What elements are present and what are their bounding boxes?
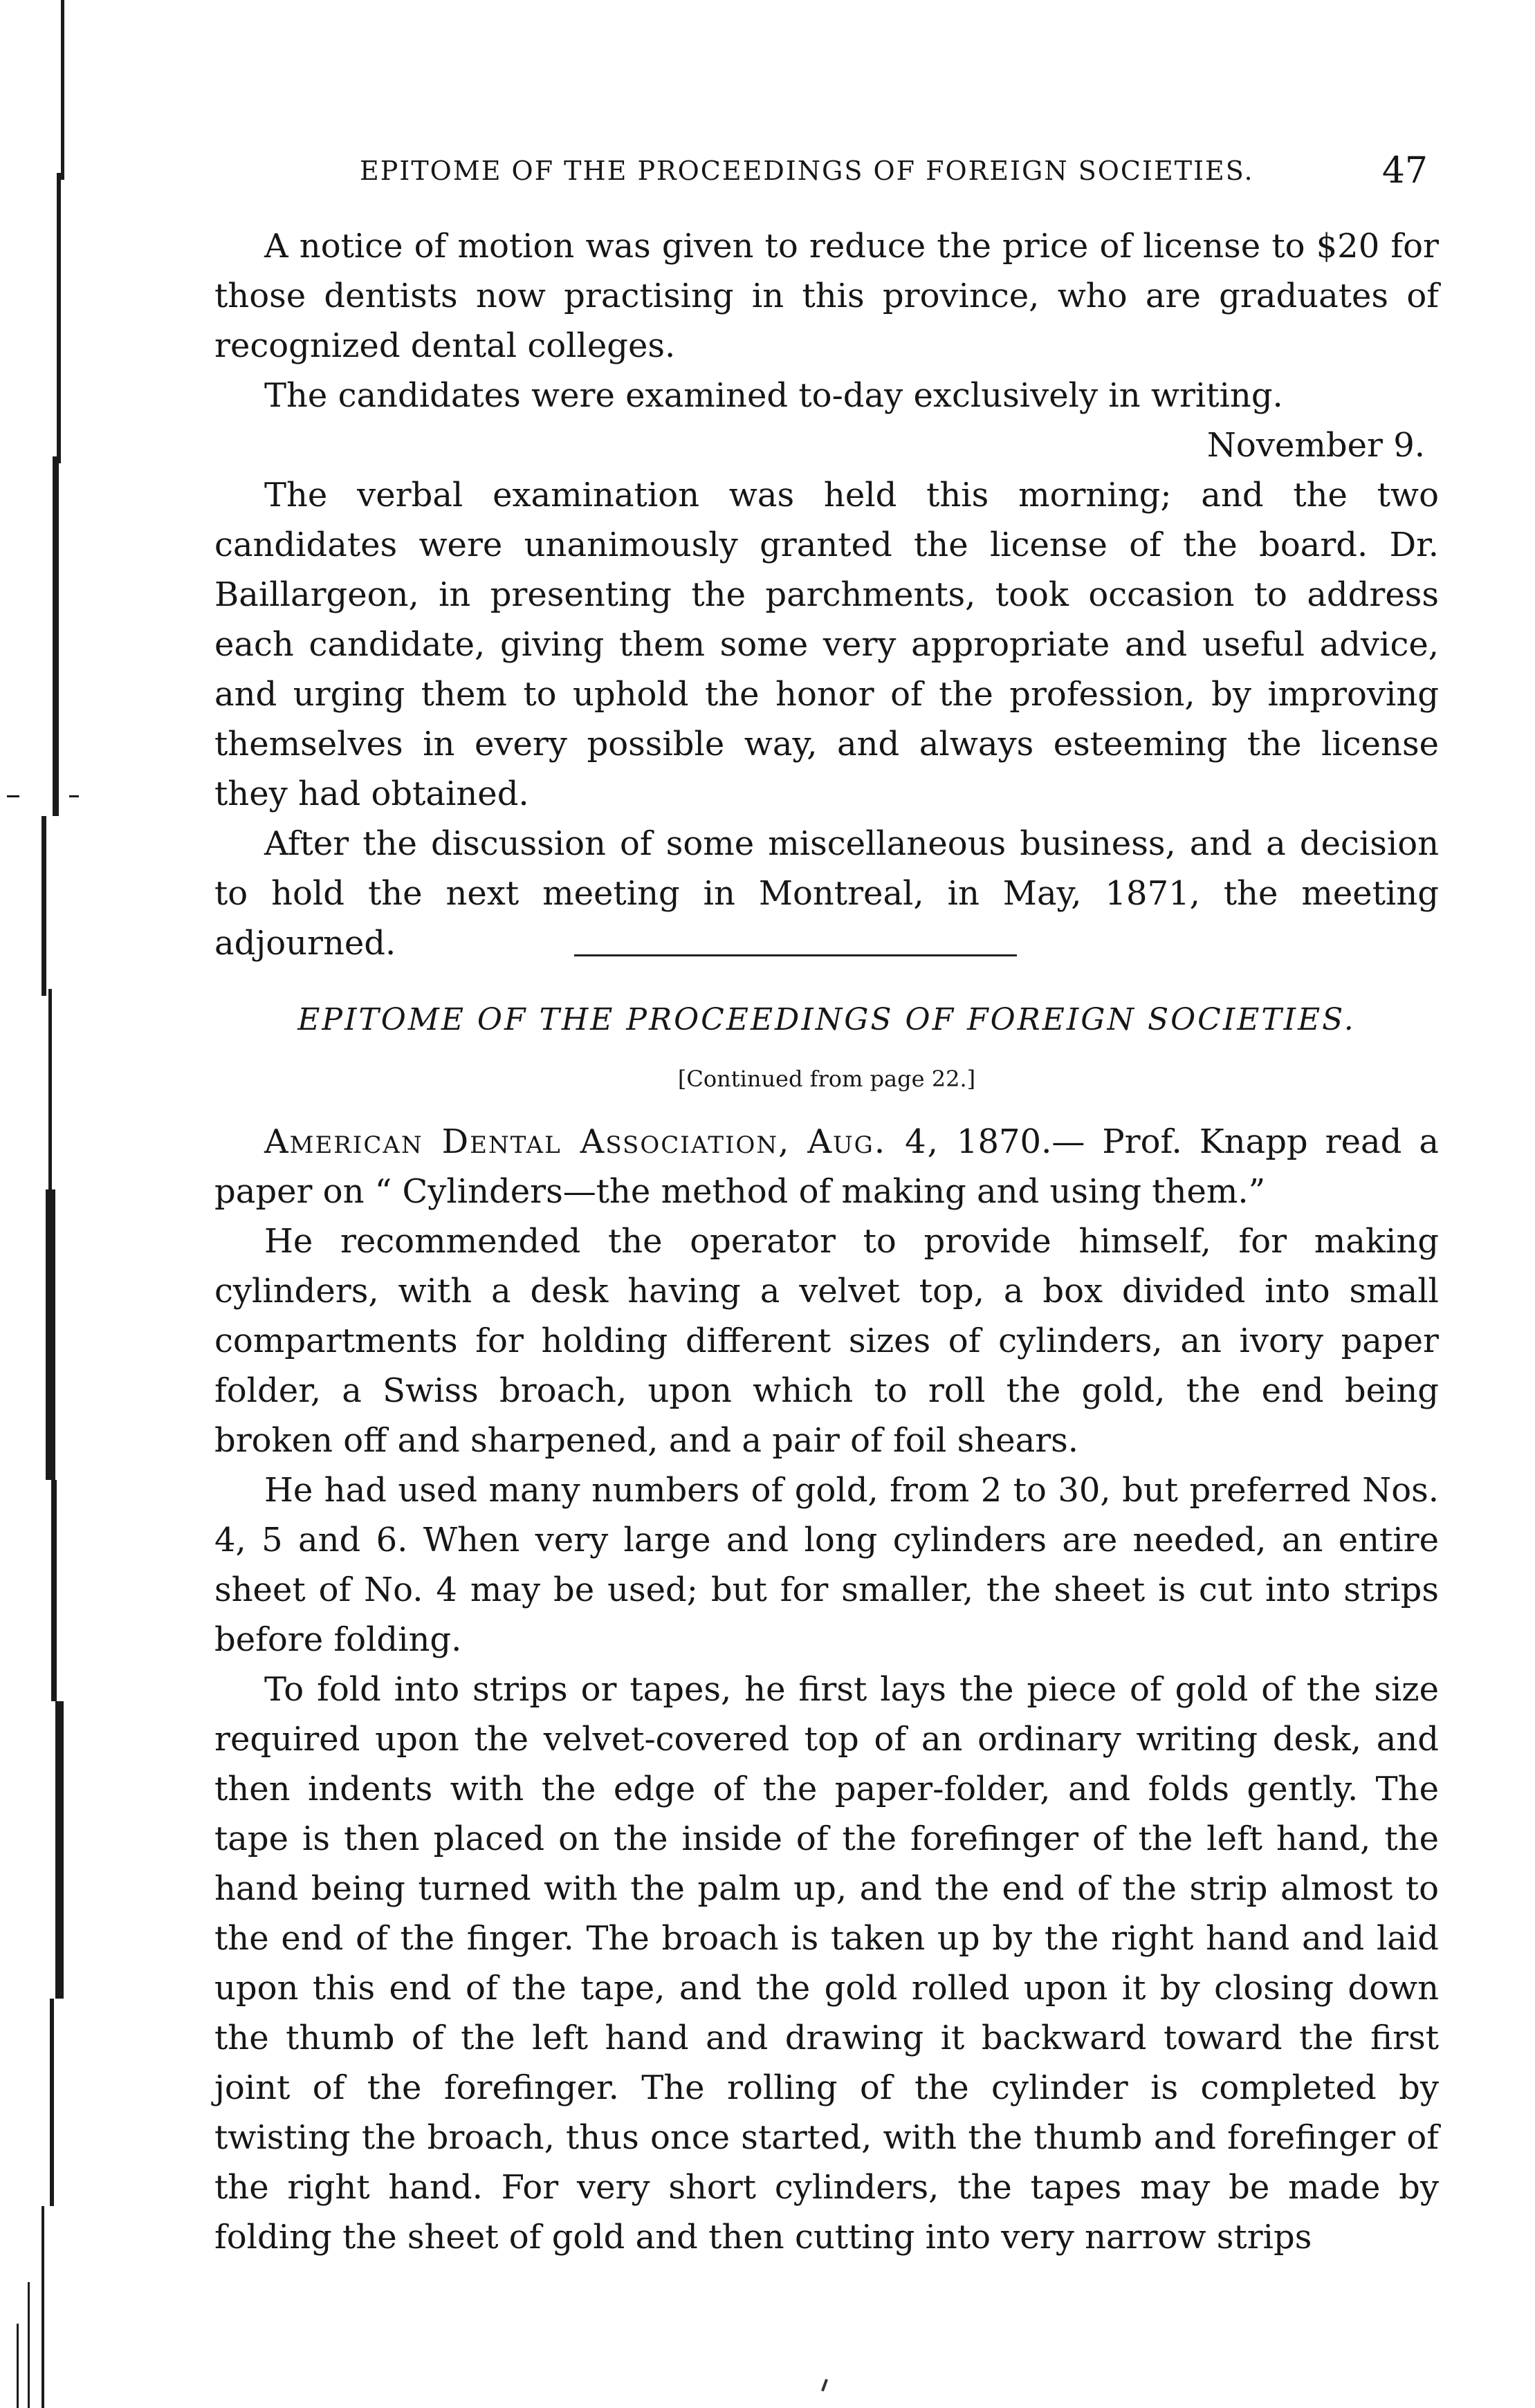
scanned-binding-edge <box>0 0 83 2408</box>
section-heading: EPITOME OF THE PROCEEDINGS OF FOREIGN SOCIETIES. <box>297 1002 1356 1037</box>
paragraph: The verbal examination was held this morning; and the two candidates were unanimously granted the license of the board. Dr. Baillargeon, in presenting the parchments, took occasion to address each candidate, giving them some very appropriate and useful advice, and urging them to uphold the honor of the profession, by improving themselves in every possible way, and always esteeming the license they had obtained. <box>214 476 1439 813</box>
scan-mark <box>821 2379 828 2391</box>
lead-text: 1870.— Prof. Knapp read a paper on “ Cylinders—the method of making and using them.” <box>214 1122 1439 1211</box>
section2-text <box>214 1117 1439 2262</box>
dateline: November 9. <box>1206 426 1425 465</box>
paragraph: After the discussion of some miscellaneous business, and a decision to hold the next meeting in Montreal, in May, 1871, the meeting adjourned. <box>214 824 1439 963</box>
lead-paragraph <box>214 1117 1439 1216</box>
paragraph: The candidates were examined to-day exclusively in writing. <box>264 376 1283 415</box>
paragraph: To fold into strips or tapes, he first lays the piece of gold of the size required upon the velvet-covered top of an ordinary writing desk, and then indents with the edge of the paper-folder, and folds gently. The tape is then placed on the inside of the forefinger of the left hand, the hand being turned with the palm up, and the end of the strip almost to the end of the finger. The broach is taken up by the right hand and laid upon this end of the tape, and the gold rolled upon it by closing down the thumb of the left hand and drawing it backward toward the first joint of the forefinger. The rolling of the cylinder is completed by twisting the broach, thus once started, with the thumb and forefinger of the right hand. For very short cylinders, the tapes may be made by folding the sheet of gold and then cutting into very narrow strips <box>214 1670 1439 2257</box>
running-head <box>214 147 1439 195</box>
page-number: 47 <box>1381 150 1428 192</box>
paragraph: He had used many numbers of gold, from 2 to 30, but preferred Nos. 4, 5 and 6. When very large and long cylinders are needed, an entire sheet of No. 4 may be used; but for smaller, the sheet is cut into strips before folding. <box>214 1471 1439 1659</box>
paragraph: A notice of motion was given to reduce the price of license to $20 for those dentists now practising in this province, who are graduates of recognized dental colleges. <box>214 227 1439 365</box>
meeting-date: Aug. 4, <box>807 1122 939 1161</box>
paragraph: He recommended the operator to provide himself, for making cylinders, with a desk having a velvet top, a box divided into small compartments for holding different sizes of cylinders, an ivory paper folder, a Swiss broach, upon which to roll the gold, the end being broken off and sharpened, and a pair of foil shears. <box>214 1222 1439 1460</box>
section1-text <box>214 221 1439 968</box>
running-title: EPITOME OF THE PROCEEDINGS OF FOREIGN SOCIETIES. <box>360 156 1254 186</box>
association-name: American Dental Association, <box>264 1122 791 1161</box>
section-divider-rule <box>574 954 1017 956</box>
book-page <box>214 0 1439 2408</box>
continued-note: [Continued from page 22.] <box>677 1066 976 1092</box>
